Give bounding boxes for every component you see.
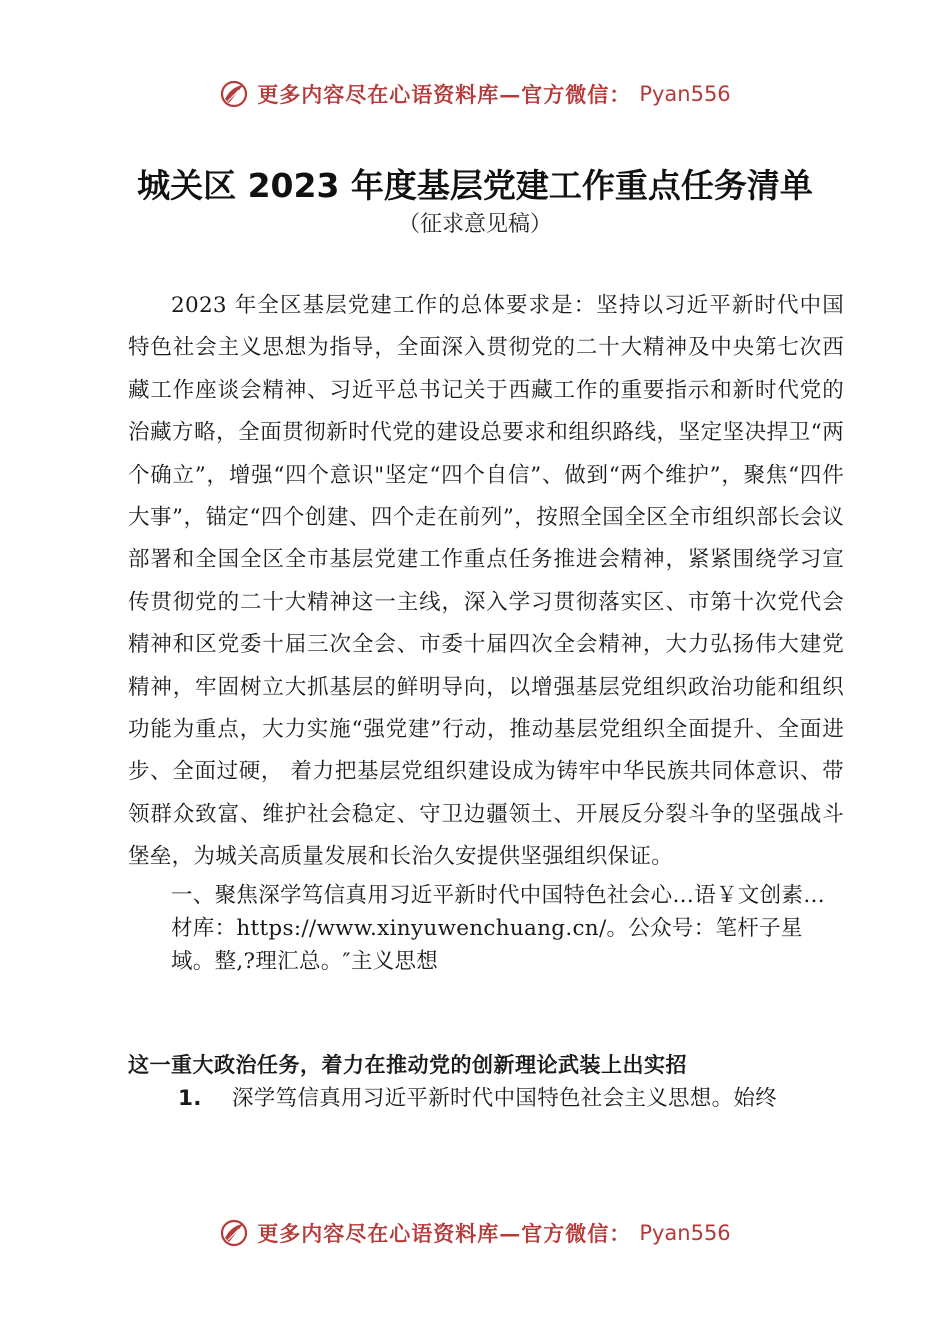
pen-logo-icon xyxy=(219,1218,249,1248)
pen-logo-icon xyxy=(219,79,249,109)
document-title: 城关区 2023 年度基层党建工作重点任务清单 xyxy=(137,166,813,205)
item-text: 深学笃信真用习近平新时代中国特色社会主义思想。始终 xyxy=(232,1086,778,1111)
banner-contact: Pyan556 xyxy=(639,1221,731,1245)
list-item xyxy=(178,1081,878,1112)
item-number: 1. xyxy=(178,1086,202,1111)
intro-paragraph: 2023 年全区基层党建工作的总体要求是：坚持以习近平新时代中国特色社会主义思想为指导，全面深入贯彻党的二十大精神及中央第七次西藏工作座谈会精神、习近平总书记关于西藏工作的重要指示和新时代党的治藏方略，全面贯彻新时代党的建设总要求和组织路线，坚定坚决捍卫“两个确立”，增强“四个意识"坚定“四个自信”、做到“两个维护”，聚焦“四件大事”，锚定“四个创建、四个走在前列”，按照全国全区全市组织部长会议部署和全国全区全市基层党建工作重点任务推进会精神，紧紧围绕学习宣传贯彻党的二十大精神这一主线，深入学习贯彻落实区、市第十次党代会精神和区党委十届三次全会、市委十届四次全会精神，大力弘扬伟大建党精神，牢固树立大抓基层的鲜明导向，以增强基层党组织政治功能和组织功能为重点，大力实施“强党建”行动，推动基层党组织全面提升、全面进步、全面过硬， 着力把基层党组织建设成为铸牢中华民族共同体意识、带领群众致富、维护社会稳定、守卫边疆领土、开展反分裂斗争的坚强战斗堡垒，为城关高质量发展和长治久安提供坚强组织保证。 xyxy=(128,293,844,870)
document-subtitle: （征求意见稿） xyxy=(397,212,552,237)
banner-text: 更多内容尽在心语资料库—官方微信： xyxy=(257,82,632,107)
document-body xyxy=(128,285,844,978)
header-banner xyxy=(0,72,950,116)
banner-contact: Pyan556 xyxy=(639,82,731,106)
banner-text: 更多内容尽在心语资料库—官方微信： xyxy=(257,1221,632,1246)
footer-banner xyxy=(0,1211,950,1255)
section-one-heading: 一、聚焦深学笃信真用习近平新时代中国特色社会心…语￥文创素…材库：https://www.xinyuwenchuang.cn/。公众号：笔杆子星域。整,?理汇总。″主义思想 xyxy=(171,882,826,974)
section-one-bold-line: 这一重大政治任务，着力在推动党的创新理论武装上出实招 xyxy=(128,1053,687,1077)
